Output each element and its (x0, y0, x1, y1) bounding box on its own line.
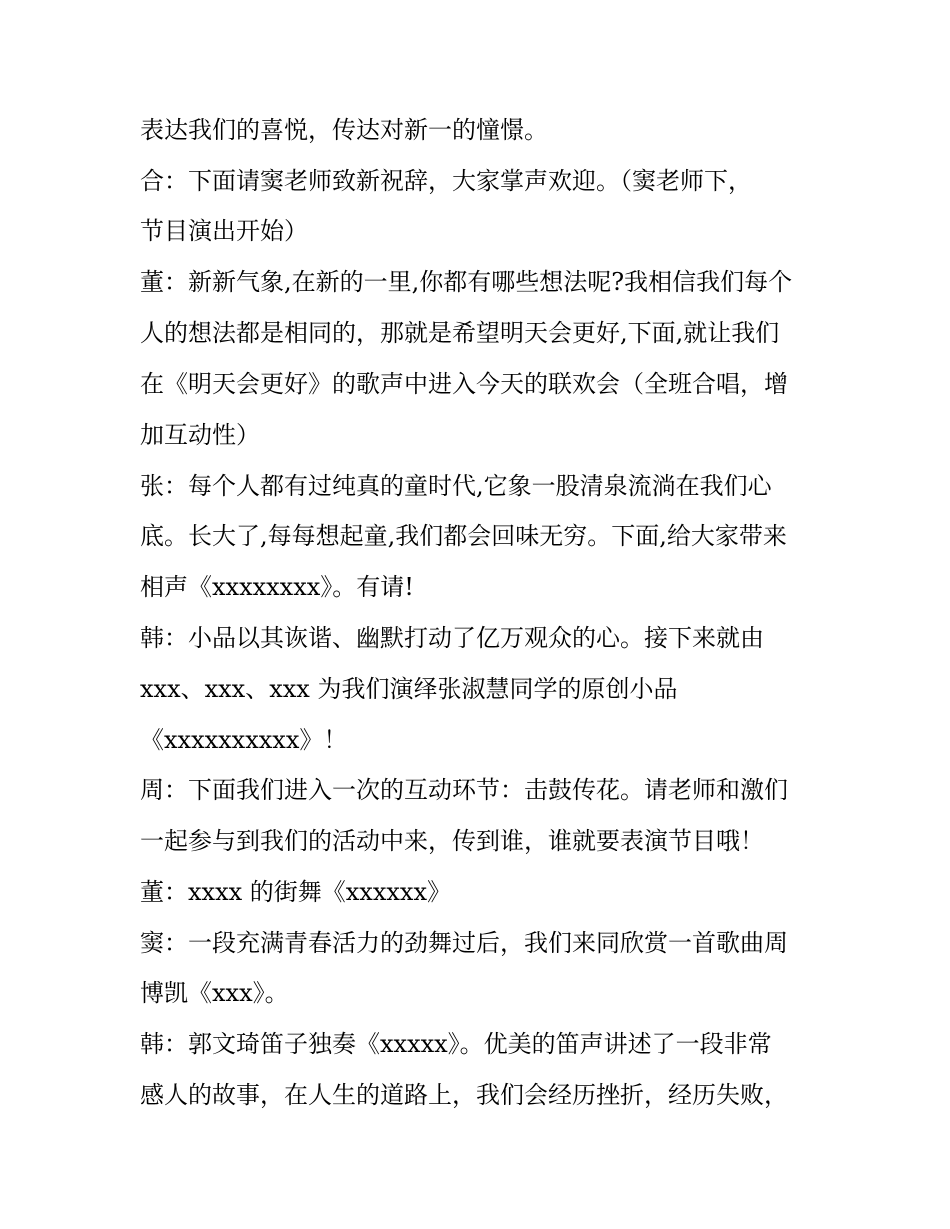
text-line: 博凯《xxx》。 (140, 979, 289, 1007)
text-line: 节目演出开始） (140, 217, 308, 245)
text-line: 合：下面请窦老师致新祝辞，大家掌声欢迎。（窦老师下， (140, 167, 752, 195)
text-line: 董：新新气象,在新的一里,你都有哪些想法呢?我相信我们每个 (140, 268, 793, 296)
text-line: 相声《xxxxxxxx》。有请! (140, 573, 414, 601)
text-line: 周：下面我们进入一次的互动环节：击鼓传花。请老师和激们 (140, 776, 788, 804)
text-line: 韩：郭文琦笛子独奏《xxxxx》。优美的笛声讲述了一段非常 (140, 1030, 772, 1058)
text-line: xxx、xxx、xxx 为我们演绎张淑慧同学的原创小品 (140, 675, 678, 703)
text-line: 董：xxxx 的街舞《xxxxxx》 (140, 878, 451, 906)
text-line: 底。长大了,每每想起童,我们都会回味无穷。下面,给大家带来 (140, 522, 787, 550)
text-line: 窦：一段充满青春活力的劲舞过后，我们来同欣赏一首歌曲周 (140, 929, 788, 957)
text-line: 在《明天会更好》的歌声中进入今天的联欢会（全班合唱，增 (140, 370, 788, 398)
text-line: 人的想法都是相同的，那就是希望明天会更好,下面,就让我们 (140, 319, 780, 347)
text-line: 张：每个人都有过纯真的童时代,它象一股清泉流淌在我们心 (140, 472, 772, 500)
text-line: 感人的故事，在人生的道路上，我们会经历挫折，经历失败， (140, 1081, 788, 1109)
text-line: 加互动性） (140, 421, 260, 449)
text-line: 表达我们的喜悦，传达对新一的憧憬。 (140, 116, 548, 144)
text-line: 《xxxxxxxxxx》！ (140, 726, 348, 754)
text-line: 一起参与到我们的活动中来，传到谁，谁就要表演节目哦！ (140, 827, 764, 855)
text-line: 韩：小品以其诙谐、幽默打动了亿万观众的心。接下来就由 (140, 624, 764, 652)
